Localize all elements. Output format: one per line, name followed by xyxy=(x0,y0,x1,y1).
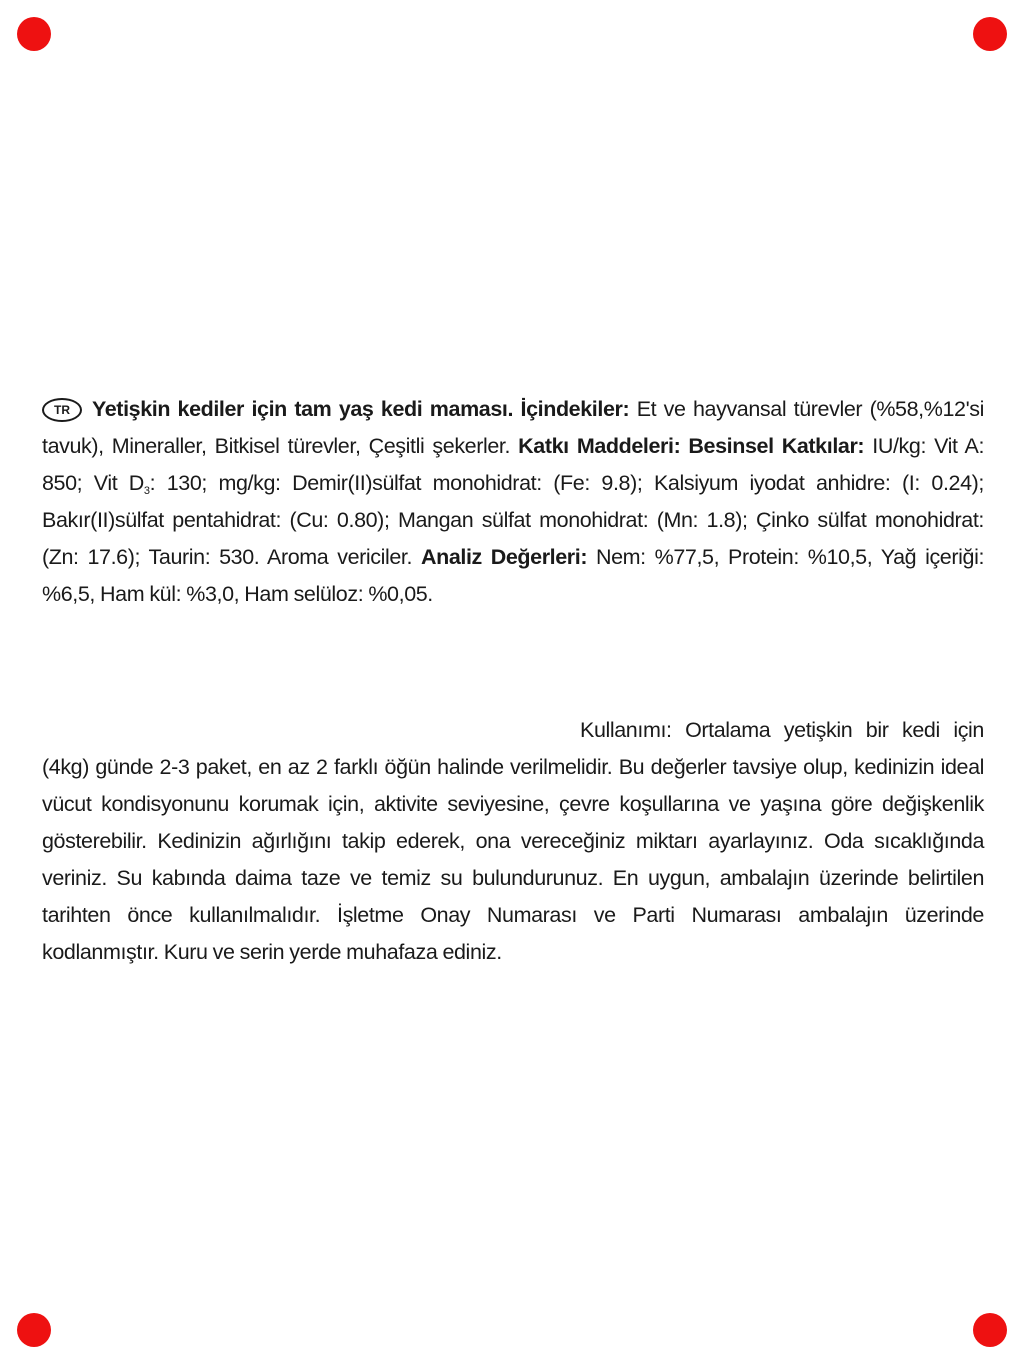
analysis-text: Nem: %77,5, Protein: %10,5, Yağ içeriği: %6,5, Ham kül: %3,0, Ham selüloz: %0,05. xyxy=(42,545,985,606)
additives-text-part1: IU/kg: Vit A: 850; Vit D xyxy=(42,434,985,495)
product-description: Yetişkin kediler için tam yaş kedi maması. xyxy=(92,397,514,421)
ingredients-text: Et ve hayvansal türevler (%58,%12'si tavuk), Mineraller, Bitkisel türevler, Çeşitli şekerler. xyxy=(42,397,985,458)
tr-language-badge: TR xyxy=(42,398,82,422)
analysis-label: Analiz Değerleri: xyxy=(420,545,588,569)
vitamin-d-subscript: 3 xyxy=(143,485,150,497)
additives-text-part2: : 130; mg/kg: Demir(II)sülfat monohidrat: (Fe: 9.8); Kalsiyum iyodat anhidre: (I: 0.24); Bakır(II)sülfat pentahidrat: (Cu: 0.80); Mangan sülfat monohidrat: (Mn: 1.8); Çinko sülfat monohidrat: (Zn: 17.6); Taurin: 530. Aroma vericiler. xyxy=(42,471,985,569)
corner-dot-bottom-left xyxy=(17,1313,51,1347)
additives-label: Katkı Maddeleri: Besinsel Katkılar: xyxy=(518,434,865,458)
usage-instructions-block xyxy=(42,712,984,971)
usage-text: Kullanımı: Ortalama yetişkin bir kedi için (4kg) günde 2-3 paket, en az 2 farklı öğün halinde verilmelidir. Bu değerler tavsiye olup, kedinizin ideal vücut kondisyonunu korumak için, aktivite seviyesine, çevre koşullarına ve yaşına göre değişkenlik gösterebilir. Kedinizin ağırlığını takip ederek, ona vereceğiniz miktarı ayarlayınız. Oda sıcaklığında veriniz. Su kabında daima taze ve temiz su bulundurunuz. En uygun, ambalajın üzerinde belirtilen tarihten önce kullanılmalıdır. İşletme Onay Numarası ve Parti Numarası ambalajın üzerinde kodlanmıştır. Kuru ve serin yerde muhafaza ediniz. xyxy=(42,718,984,964)
corner-dot-top-right xyxy=(973,17,1007,51)
turkish-label-block xyxy=(42,391,984,613)
corner-dot-bottom-right xyxy=(973,1313,1007,1347)
corner-dot-top-left xyxy=(17,17,51,51)
ingredients-label: İçindekiler: xyxy=(520,397,630,421)
